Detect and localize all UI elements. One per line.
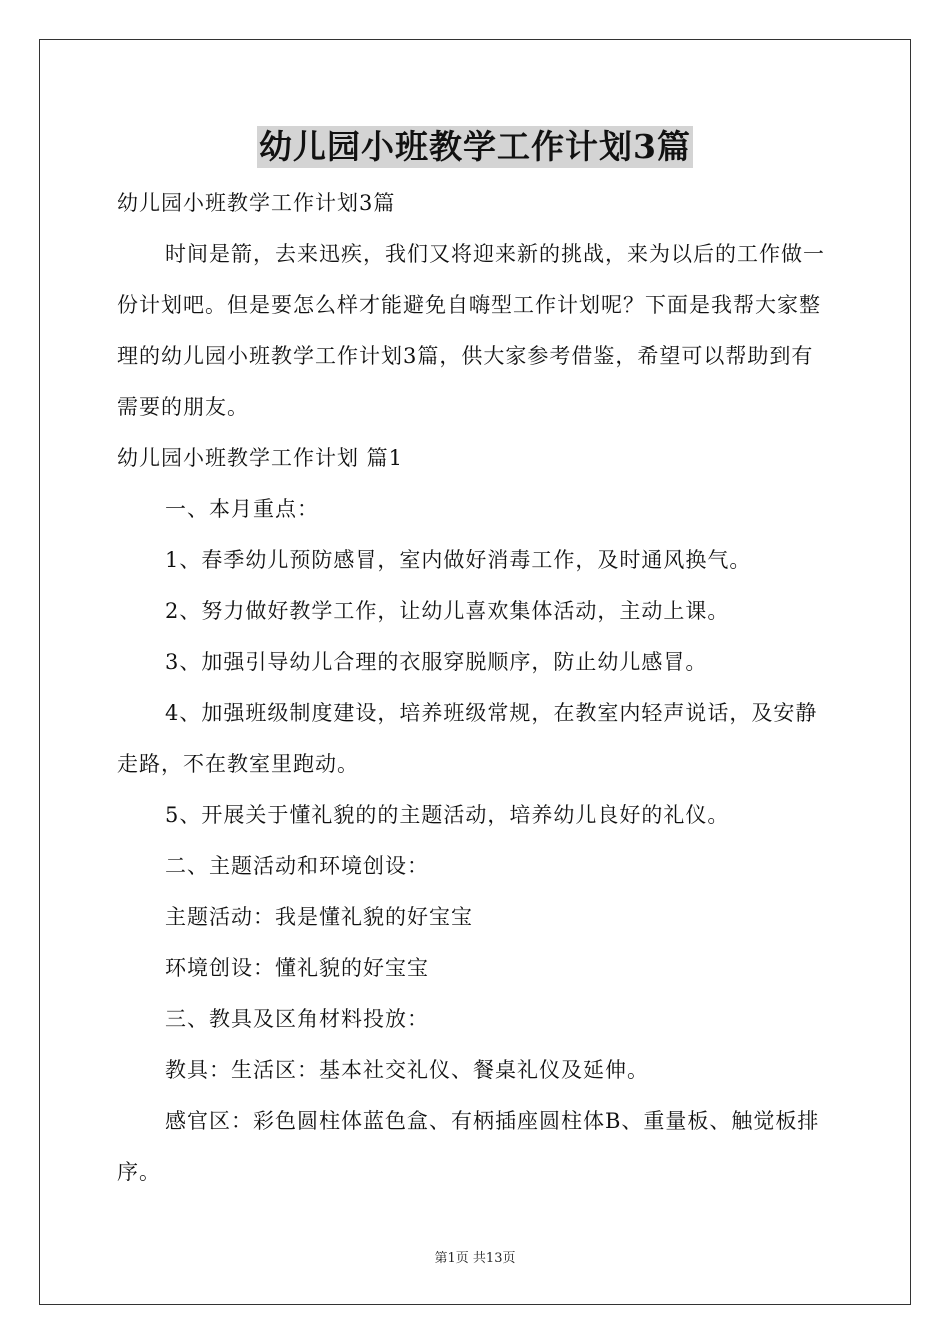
title-container	[0, 126, 950, 168]
paragraph: 1、春季幼儿预防感冒，室内做好消毒工作，及时通风换气。	[165, 548, 752, 572]
paragraph: 5、开展关于懂礼貌的的主题活动，培养幼儿良好的礼仪。	[165, 803, 730, 827]
paragraph: 3、加强引导幼儿合理的衣服穿脱顺序，防止幼儿感冒。	[165, 650, 708, 674]
paragraph: 幼儿园小班教学工作计划 篇1	[117, 446, 404, 470]
paragraph: 幼儿园小班教学工作计划3篇	[117, 191, 396, 215]
paragraph: 教具：生活区：基本社交礼仪、餐桌礼仪及延伸。	[165, 1058, 649, 1082]
paragraph: 时间是箭，去来迅疾，我们又将迎来新的挑战，来为以后的工作做一份计划吧。但是要怎么样才能避免自嗨型工作计划呢？下面是我帮大家整理的幼儿园小班教学工作计划3篇，供大家参考借鉴，希望可以帮助到有需要的朋友。	[117, 242, 825, 419]
document-body	[117, 178, 835, 1198]
paragraph: 感官区：彩色圆柱体蓝色盒、有柄插座圆柱体B、重量板、触觉板排序。	[117, 1109, 820, 1184]
page-footer: 第1页 共13页	[434, 1251, 516, 1266]
paragraph: 三、教具及区角材料投放：	[165, 1007, 429, 1031]
paragraph: 一、本月重点：	[165, 497, 319, 521]
document-title: 幼儿园小班教学工作计划3篇	[259, 127, 691, 166]
paragraph: 2、努力做好教学工作，让幼儿喜欢集体活动，主动上课。	[165, 599, 730, 623]
paragraph: 二、主题活动和环境创设：	[165, 854, 429, 878]
paragraph: 4、加强班级制度建设，培养班级常规，在教室内轻声说话，及安静走路，不在教室里跑动。	[117, 701, 818, 776]
paragraph: 主题活动：我是懂礼貌的好宝宝	[165, 905, 473, 929]
paragraph: 环境创设：懂礼貌的好宝宝	[165, 956, 429, 980]
